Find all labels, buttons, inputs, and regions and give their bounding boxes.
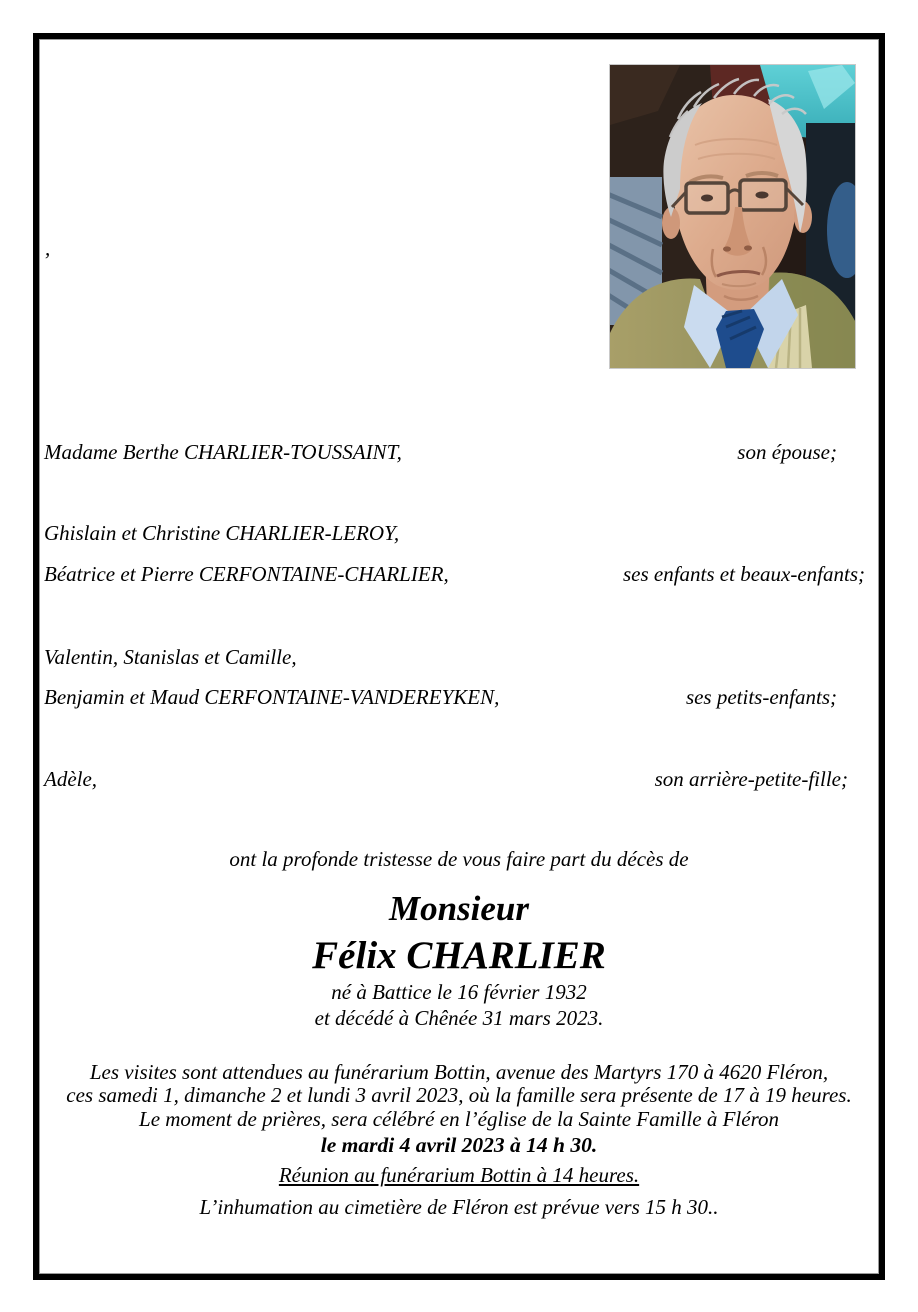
family-line <box>44 685 865 710</box>
meeting-line-text: Réunion au funérarium Bottin à 14 heures. <box>278 1163 640 1187</box>
family-line <box>44 440 865 465</box>
prayer-line: Le moment de prières, sera célébré en l’église de la Sainte Famille à Fléron <box>139 1107 779 1131</box>
family-member-names: Adèle, <box>44 767 98 791</box>
deceased-name: Félix CHARLIER <box>312 934 606 977</box>
meeting-line <box>40 1163 878 1188</box>
family-member-names: Ghislain et Christine CHARLIER-LEROY, <box>44 521 400 545</box>
relation-label: son épouse; <box>737 440 837 464</box>
portrait-photo-drawing <box>610 65 855 368</box>
family-line <box>44 645 865 670</box>
funeral-date-line: le mardi 4 avril 2023 à 14 h 30. <box>320 1133 598 1157</box>
family-member-names: Béatrice et Pierre CERFONTAINE-CHARLIER, <box>44 562 449 586</box>
portrait-photo <box>610 65 855 368</box>
family-member-names: Valentin, Stanislas et Camille, <box>44 645 297 669</box>
announcement-line: ont la profonde tristesse de vous faire part du décès de <box>229 847 689 871</box>
family-member-names: Madame Berthe CHARLIER-TOUSSAINT, <box>44 440 402 464</box>
family-line <box>44 521 865 546</box>
visits-line-2: ces samedi 1, dimanche 2 et lundi 3 avril 2023, où la famille sera présente de 17 à 19 heures. <box>66 1083 852 1107</box>
stray-comma-mark: , <box>45 236 51 260</box>
family-line <box>44 562 865 587</box>
burial-line: L’inhumation au cimetière de Fléron est prévue vers 15 h 30.. <box>199 1195 719 1219</box>
family-member-names: Benjamin et Maud CERFONTAINE-VANDEREYKEN, <box>44 685 500 709</box>
family-line <box>44 767 865 792</box>
death-line: et décédé à Chênée 31 mars 2023. <box>314 1006 604 1030</box>
relation-label: ses petits-enfants; <box>685 685 837 709</box>
birth-line: né à Battice le 16 février 1932 <box>331 980 587 1004</box>
relation-label: ses enfants et beaux-enfants; <box>622 562 865 586</box>
relation-label: son arrière-petite-fille; <box>654 767 848 791</box>
visits-line-1: Les visites sont attendues au funérarium Bottin, avenue des Martyrs 170 à 4620 Fléron, <box>89 1060 829 1084</box>
deceased-title: Monsieur <box>388 889 530 928</box>
